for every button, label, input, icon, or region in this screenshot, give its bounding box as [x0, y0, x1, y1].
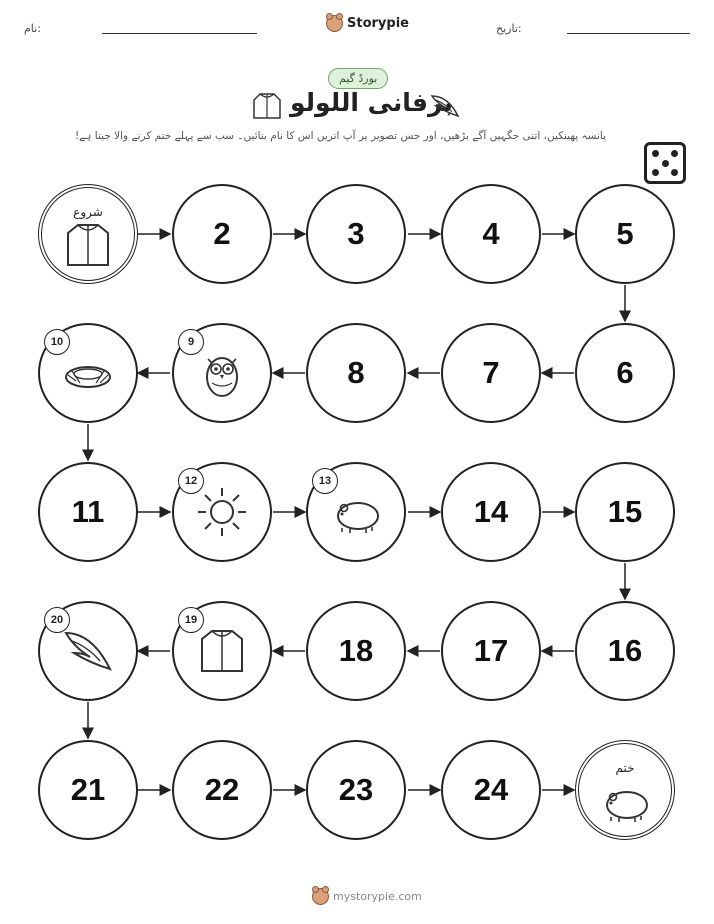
- board-cell[interactable]: [306, 462, 406, 562]
- brand-name: Storypie: [347, 16, 409, 31]
- board-cell[interactable]: [172, 323, 272, 423]
- hamster-icon: [597, 773, 653, 829]
- wing-icon: [60, 623, 116, 679]
- cell-number: 8: [347, 355, 365, 390]
- name-label: نام:: [24, 22, 41, 35]
- board-cell[interactable]: [441, 462, 541, 562]
- board-cell[interactable]: [441, 323, 541, 423]
- bear-logo-icon: [312, 888, 329, 905]
- jacket-icon: [60, 217, 116, 273]
- board-cell[interactable]: [172, 184, 272, 284]
- board-cell[interactable]: [575, 323, 675, 423]
- board-cell[interactable]: [575, 184, 675, 284]
- cell-number: 16: [607, 633, 643, 668]
- board-cell[interactable]: [172, 601, 272, 701]
- cell-number: 23: [338, 772, 374, 807]
- sun-icon: [194, 484, 250, 540]
- instructions: پانسہ پھینکیں، اتنی جگہیں آگے بڑھیں، اور جس تصویر پر آپ اتریں اس کا نام بتائیں۔ سب سے پہلے ختم کرنے والا جیتا ہے!: [74, 130, 606, 142]
- cell-number-tag: 20: [44, 607, 70, 633]
- board-game-badge: بورڈ گیم: [328, 68, 388, 89]
- cell-number: 6: [616, 355, 634, 390]
- board-cell[interactable]: [38, 740, 138, 840]
- hamster-icon: [328, 484, 384, 540]
- board-cell[interactable]: [38, 323, 138, 423]
- board-cell[interactable]: [38, 462, 138, 562]
- board-cell[interactable]: [441, 184, 541, 284]
- board-cell[interactable]: [306, 184, 406, 284]
- board-cell[interactable]: [306, 740, 406, 840]
- cell-number: 24: [473, 772, 509, 807]
- cell-number: 7: [482, 355, 500, 390]
- board-cell[interactable]: [441, 601, 541, 701]
- cell-number: 15: [607, 494, 643, 529]
- board-cell[interactable]: [306, 323, 406, 423]
- cell-number: 22: [204, 772, 240, 807]
- cell-number-tag: 10: [44, 329, 70, 355]
- cell-number: 4: [482, 216, 500, 251]
- nest-icon: [60, 345, 116, 401]
- end-cell[interactable]: [575, 740, 675, 840]
- cell-number-tag: 13: [312, 468, 338, 494]
- footer-url[interactable]: mystorypie.com: [333, 890, 422, 903]
- end-label: ختم: [615, 761, 635, 775]
- cell-number: 21: [70, 772, 106, 807]
- jacket-icon: [194, 623, 250, 679]
- cell-number: 3: [347, 216, 365, 251]
- cell-number-tag: 19: [178, 607, 204, 633]
- game-title: برفانی اللولو: [290, 88, 453, 117]
- cell-number: 2: [213, 216, 231, 251]
- cell-number-tag: 9: [178, 329, 204, 355]
- cell-number: 17: [473, 633, 509, 668]
- start-label: شروع: [73, 205, 103, 219]
- board-cell[interactable]: [172, 740, 272, 840]
- footer: [312, 888, 422, 905]
- cell-number: 11: [71, 494, 105, 529]
- cell-number: 18: [338, 633, 374, 668]
- board-cell[interactable]: [441, 740, 541, 840]
- cell-number: 5: [616, 216, 634, 251]
- date-label: تاریخ:: [496, 22, 522, 35]
- board-cell[interactable]: [172, 462, 272, 562]
- board-cell[interactable]: [575, 601, 675, 701]
- board-cell[interactable]: [575, 462, 675, 562]
- cell-number: 14: [473, 494, 509, 529]
- owl-icon: [194, 345, 250, 401]
- board-cell[interactable]: [38, 601, 138, 701]
- board-cell[interactable]: [306, 601, 406, 701]
- start-cell[interactable]: [38, 184, 138, 284]
- cell-number-tag: 12: [178, 468, 204, 494]
